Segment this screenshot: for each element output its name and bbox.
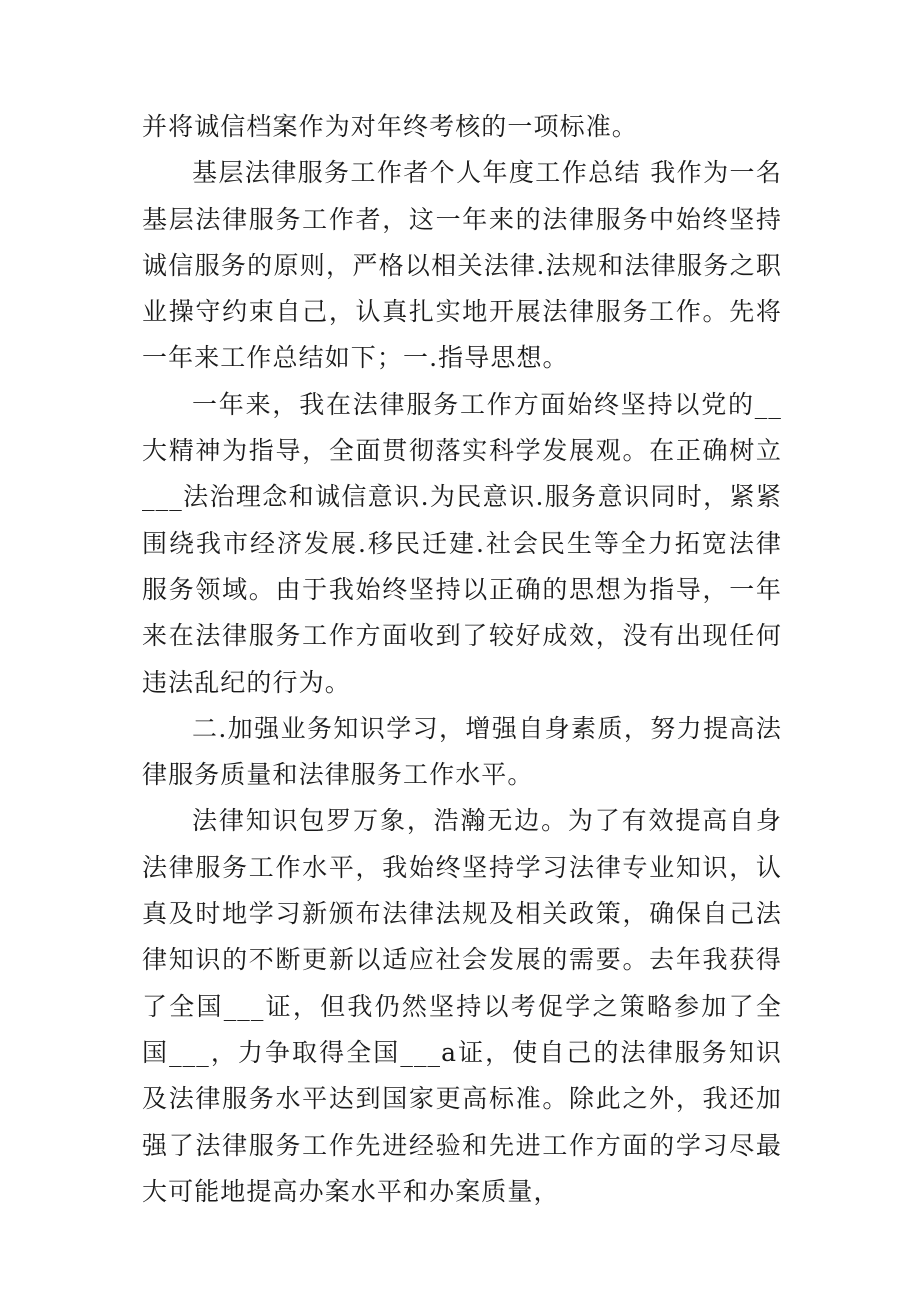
paragraph-3: 一年来，我在法律服务工作方面始终坚持以党的__大精神为指导，全面贯彻落实科学发展观。在正确树立___法治理念和诚信意识.为民意识.服务意识同时，紧紧围绕我市经济发展.移民迁建.社会民生等全力拓宽法律服务领域。由于我始终坚持以正确的思想为指导，一年来在法律服务工作方面收到了较好成效，没有出现任何违法乱纪的行为。	[142, 389, 782, 697]
paragraph-2: 基层法律服务工作者个人年度工作总结 我作为一名基层法律服务工作者，这一年来的法律服务中始终坚持诚信服务的原则，严格以相关法律.法规和法律服务之职业操守约束自己，认真扎实地开展法律服务工作。先将一年来工作总结如下；一.指导思想。	[142, 158, 782, 373]
paragraph-5: 法律知识包罗万象，浩瀚无边。为了有效提高自身法律服务工作水平，我始终坚持学习法律专业知识，认真及时地学习新颁布法律法规及相关政策，确保自己法律知识的不断更新以适应社会发展的需要。去年我获得了全国___证，但我仍然坚持以考促学之策略参加了全国___，力争取得全国___a证，使自己的法律服务知识及法律服务水平达到国家更高标准。除此之外，我还加强了法律服务工作先进经验和先进工作方面的学习尽最大可能地提高办案水平和办案质量，	[142, 806, 782, 1206]
paragraph-4: 二.加强业务知识学习，增强自身素质，努力提高法律服务质量和法律服务工作水平。	[142, 713, 782, 790]
document-body	[142, 104, 782, 1215]
paragraph-1: 并将诚信档案作为对年终考核的一项标准。	[142, 112, 638, 141]
